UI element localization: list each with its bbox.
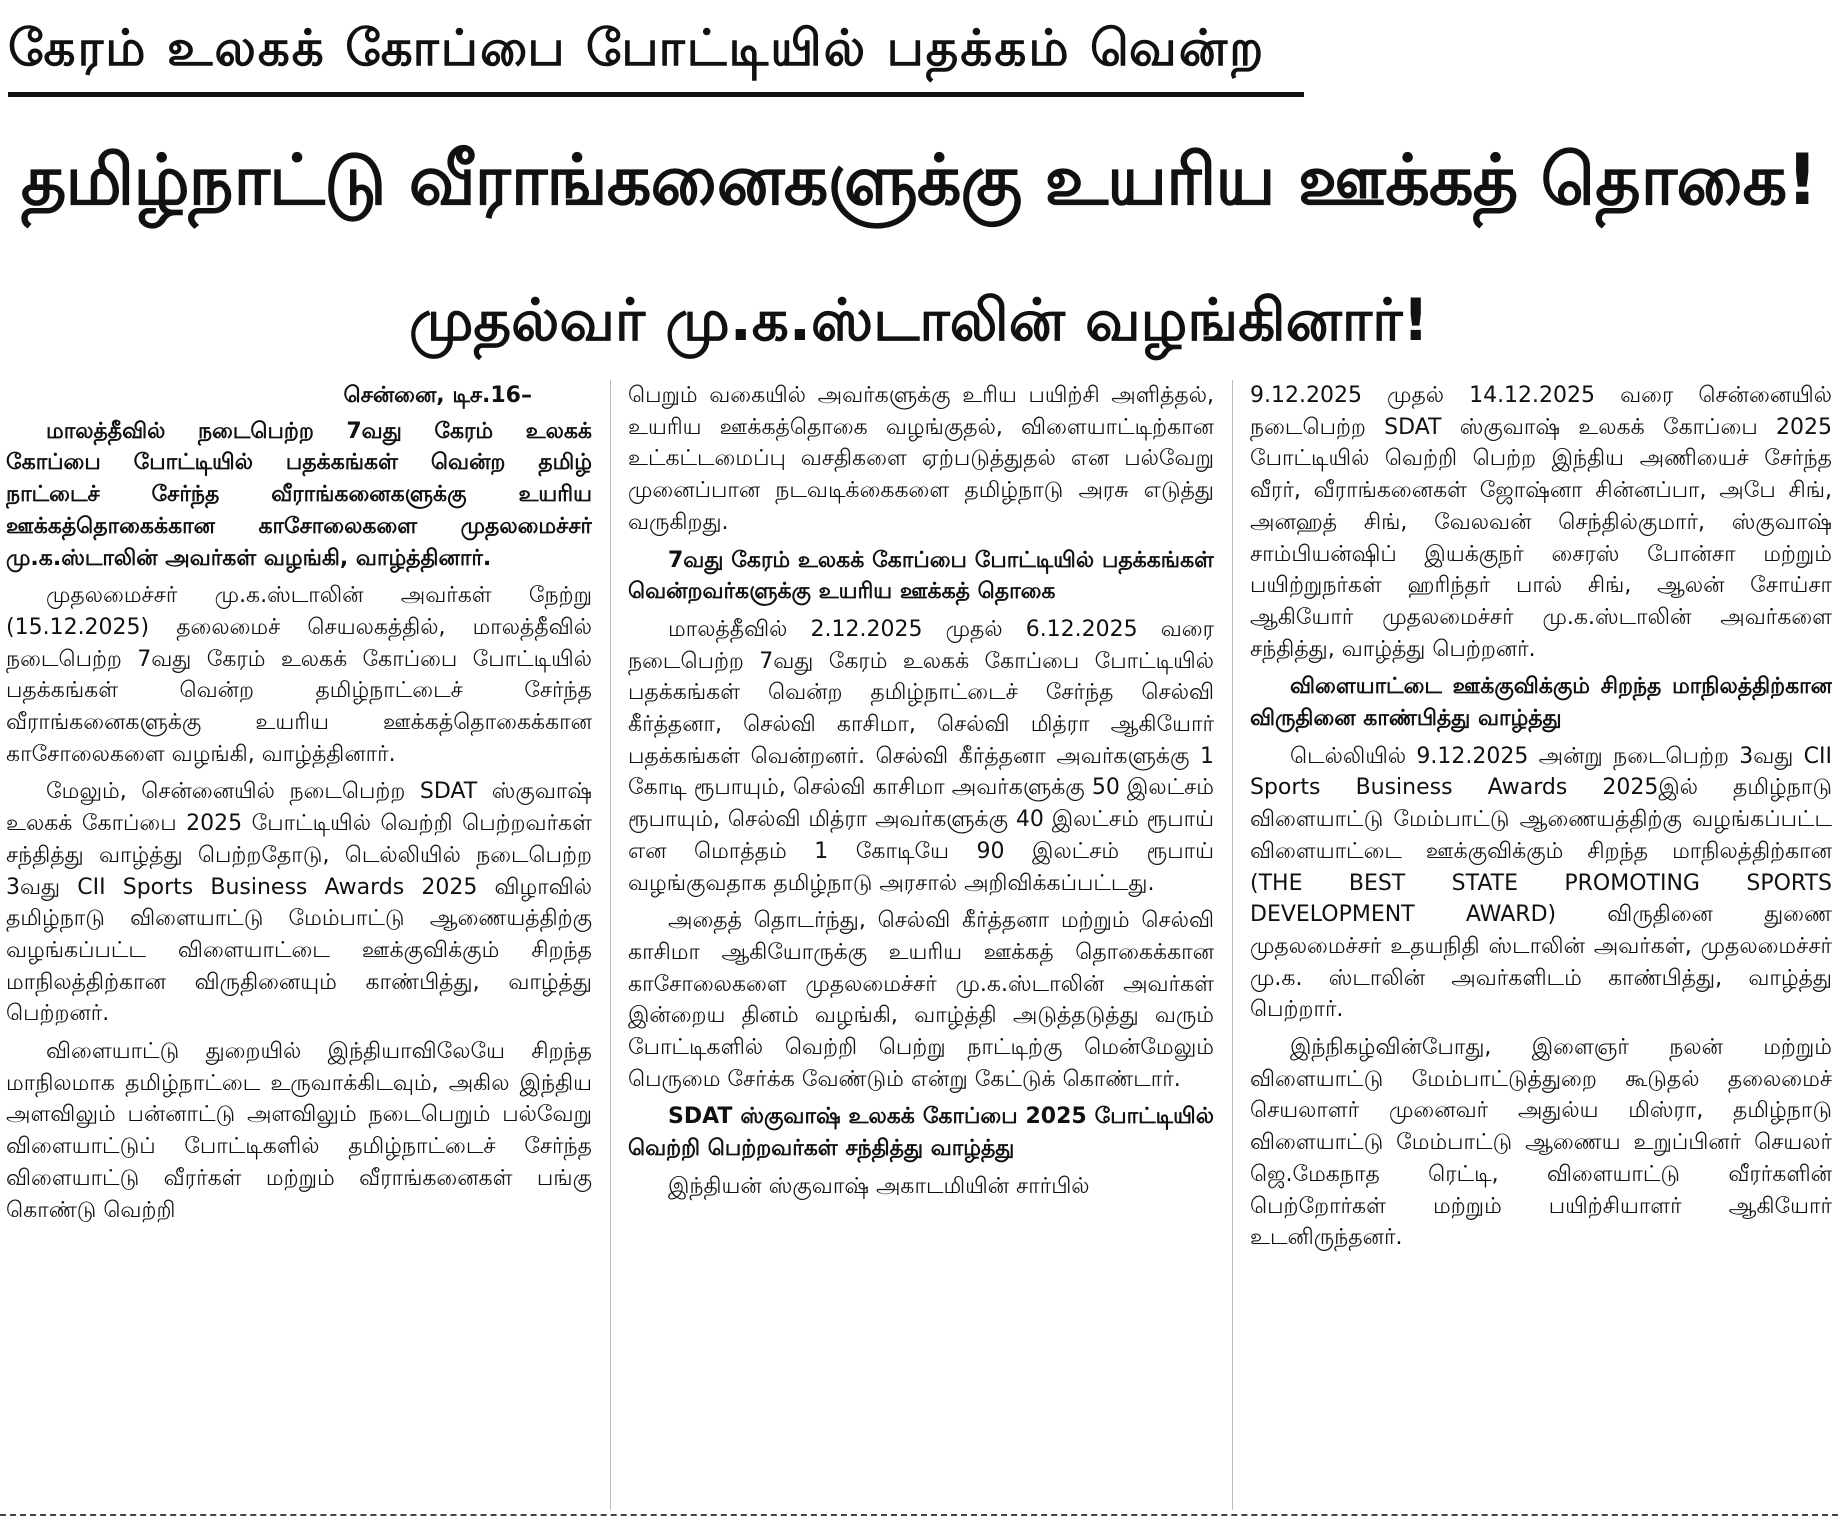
column-divider (1232, 380, 1233, 1510)
kicker-headline: கேரம் உலகக் கோப்பை போட்டியில் பதக்கம் வென்ற (8, 19, 1266, 77)
kicker-underline (8, 92, 1304, 97)
body-paragraph: அதைத் தொடர்ந்து, செல்வி கீர்த்தனா மற்றும் செல்வி காசிமா ஆகியோருக்கு உயரிய ஊக்கத் தொகைக்கான காசோலைகளை முதலமைச்சர் மு.க.ஸ்டாலின் அவர்கள் இன்றைய தினம் வழங்கி, வாழ்த்தி அடுத்தடுத்து வரும் போட்டிகளில் வெற்றி பெற்று நாட்டிற்கு மென்மேலும் பெருமை சேர்க்க வேண்டும் என்று கேட்டுக் கொண்டார். (628, 908, 1214, 1092)
body-paragraph: முதலமைச்சர் மு.க.ஸ்டாலின் அவர்கள் நேற்று (15.12.2025) தலைமைச் செயலகத்தில், மாலத்தீவில் நடைபெற்ற 7வது கேரம் உலகக் கோப்பை போட்டியில் பதக்கங்கள் வென்ற தமிழ்நாட்டைச் சேர்ந்த வீராங்கனைகளுக்கு உயரிய ஊக்கத்தொகைக்கான காசோலைகளை வழங்கி, வாழ்த்தினார். (6, 583, 592, 767)
body-paragraph: விளையாட்டு துறையில் இந்தியாவிலேயே சிறந்த மாநிலமாக தமிழ்நாட்டை உருவாக்கிடவும், அகில இந்திய அளவிலும் பன்னாட்டு அளவிலும் நடைபெறும் பல்வேறு விளையாட்டுப் போட்டிகளில் தமிழ்நாட்டைச் சேர்ந்த விளையாட்டு வீரர்கள் மற்றும் வீராங்கனைகள் பங்கு கொண்டு வெற்றி (6, 1039, 592, 1223)
crosshead: 7வது கேரம் உலகக் கோப்பை போட்டியில் பதக்கங்கள் வென்றவர்களுக்கு உயரிய ஊக்கத் தொகை (628, 547, 1214, 605)
body-paragraph: 9.12.2025 முதல் 14.12.2025 வரை சென்னையில் நடைபெற்ற SDAT ஸ்குவாஷ் உலகக் கோப்பை 2025 போட்டியில் வெற்றி பெற்ற இந்திய அணியைச் சேர்ந்த வீரர், வீராங்கனைகள் ஜோஷ்னா சின்னப்பா, அபே சிங், அனஹத் சிங், வேலவன் செந்தில்குமார், ஸ்குவாஷ் சாம்பியன்ஷிப் இயக்குநர் சைரஸ் போன்சா மற்றும் பயிற்றுநர்கள் ஹரிந்தர் பால் சிங், ஆலன் சோய்சா ஆகியோர் முதலமைச்சர் மு.க.ஸ்டாலின் அவர்களை சந்தித்து, வாழ்த்து பெற்றனர். (1250, 383, 1832, 662)
body-paragraph: மேலும், சென்னையில் நடைபெற்ற SDAT ஸ்குவாஷ் உலகக் கோப்பை 2025 போட்டியில் வெற்றி பெற்றவர்கள் சந்தித்து வாழ்த்து பெற்றதோடு, டெல்லியில் நடைபெற்ற 3வது CII Sports Business Awards 2025 விழாவில் தமிழ்நாடு விளையாட்டு மேம்பாட்டு ஆணையத்திற்கு வழங்கப்பட்ட விளையாட்டை ஊக்குவிக்கும் சிறந்த மாநிலத்திற்கான விருதினையும் காண்பித்து, வாழ்த்து பெற்றனர். (6, 779, 592, 1027)
crosshead: SDAT ஸ்குவாஷ் உலகக் கோப்பை 2025 போட்டியில் வெற்றி பெற்றவர்கள் சந்தித்து வாழ்த்து (628, 1104, 1214, 1162)
article-column-1 (6, 380, 592, 1510)
body-paragraph: மாலத்தீவில் 2.12.2025 முதல் 6.12.2025 வரை நடைபெற்ற 7வது கேரம் உலகக் கோப்பை போட்டியில் பதக்கங்கள் வென்ற தமிழ்நாட்டைச் சேர்ந்த செல்வி கீர்த்தனா, செல்வி காசிமா, செல்வி மித்ரா ஆகியோர் பதக்கங்கள் வென்றனர். செல்வி கீர்த்தனா அவர்களுக்கு 1 கோடி ரூபாயும், செல்வி காசிமா அவர்களுக்கு 50 இலட்சம் ரூபாயும், செல்வி மித்ரா அவர்களுக்கு 40 இலட்சம் ரூபாய் என மொத்தம் 1 கோடியே 90 இலட்சம் ரூபாய் வழங்குவதாக தமிழ்நாடு அரசால் அறிவிக்கப்பட்டது. (628, 616, 1214, 896)
column-divider (610, 380, 611, 1510)
body-paragraph: இந்தியன் ஸ்குவாஷ் அகாடமியின் சார்பில் (668, 1173, 1090, 1199)
bottom-dashed-rule (0, 1514, 1838, 1518)
body-paragraph: இந்நிகழ்வின்போது, இளைஞர் நலன் மற்றும் விளையாட்டு மேம்பாட்டுத்துறை கூடுதல் தலைமைச் செயலாளர் முனைவர் அதுல்ய மிஸ்ரா, தமிழ்நாடு விளையாட்டு மேம்பாட்டு ஆணைய உறுப்பினர் செயலர் ஜெ.மேகநாத ரெட்டி, விளையாட்டு வீரர்களின் பெற்றோர்கள் மற்றும் பயிற்சியாளர் ஆகியோர் உடனிருந்தனர். (1250, 1035, 1832, 1251)
article-column-3 (1250, 380, 1832, 1510)
body-paragraph: டெல்லியில் 9.12.2025 அன்று நடைபெற்ற 3வது CII Sports Business Awards 2025இல் தமிழ்நாடு விளையாட்டு மேம்பாட்டு ஆணையத்திற்கு வழங்கப்பட்ட விளையாட்டை ஊக்குவிக்கும் சிறந்த மாநிலத்திற்கான (THE BEST STATE PROMOTING SPORTS DEVELOPMENT AWARD) விருதினை துணை முதலமைச்சர் உதயநிதி ஸ்டாலின் அவர்கள், முதலமைச்சர் மு.க. ஸ்டாலின் அவர்களிடம் காண்பித்து, வாழ்த்து பெற்றார். (1250, 743, 1832, 1023)
main-headline: தமிழ்நாட்டு வீராங்கனைகளுக்கு உயரிய ஊக்கத் தொகை! (20, 139, 1818, 221)
dateline: சென்னை, டிச.16– (343, 383, 532, 408)
body-paragraph: பெறும் வகையில் அவர்களுக்கு உரிய பயிற்சி அளித்தல், உயரிய ஊக்கத்தொகை வழங்குதல், விளையாட்டிற்கான உட்கட்டமைப்பு வசதிகளை ஏற்படுத்துதல் என பல்வேறு முனைப்பான நடவடிக்கைகளை தமிழ்நாடு அரசு எடுத்து வருகிறது. (628, 383, 1214, 535)
sub-headline: முதல்வர் மு.க.ஸ்டாலின் வழங்கினார்! (409, 286, 1429, 354)
lead-paragraph: மாலத்தீவில் நடைபெற்ற 7வது கேரம் உலகக் கோப்பை போட்டியில் பதக்கங்கள் வென்ற தமிழ் நாட்டைச் சேர்ந்த வீராங்கனைகளுக்கு உயரிய ஊக்கத்தொகைக்கான காசோலைகளை முதலமைச்சர் மு.க.ஸ்டாலின் அவர்கள் வழங்கி, வாழ்த்தினார். (6, 418, 592, 571)
crosshead: விளையாட்டை ஊக்குவிக்கும் சிறந்த மாநிலத்திற்கான விருதினை காண்பித்து வாழ்த்து (1250, 674, 1832, 732)
article-column-2 (628, 380, 1214, 1510)
